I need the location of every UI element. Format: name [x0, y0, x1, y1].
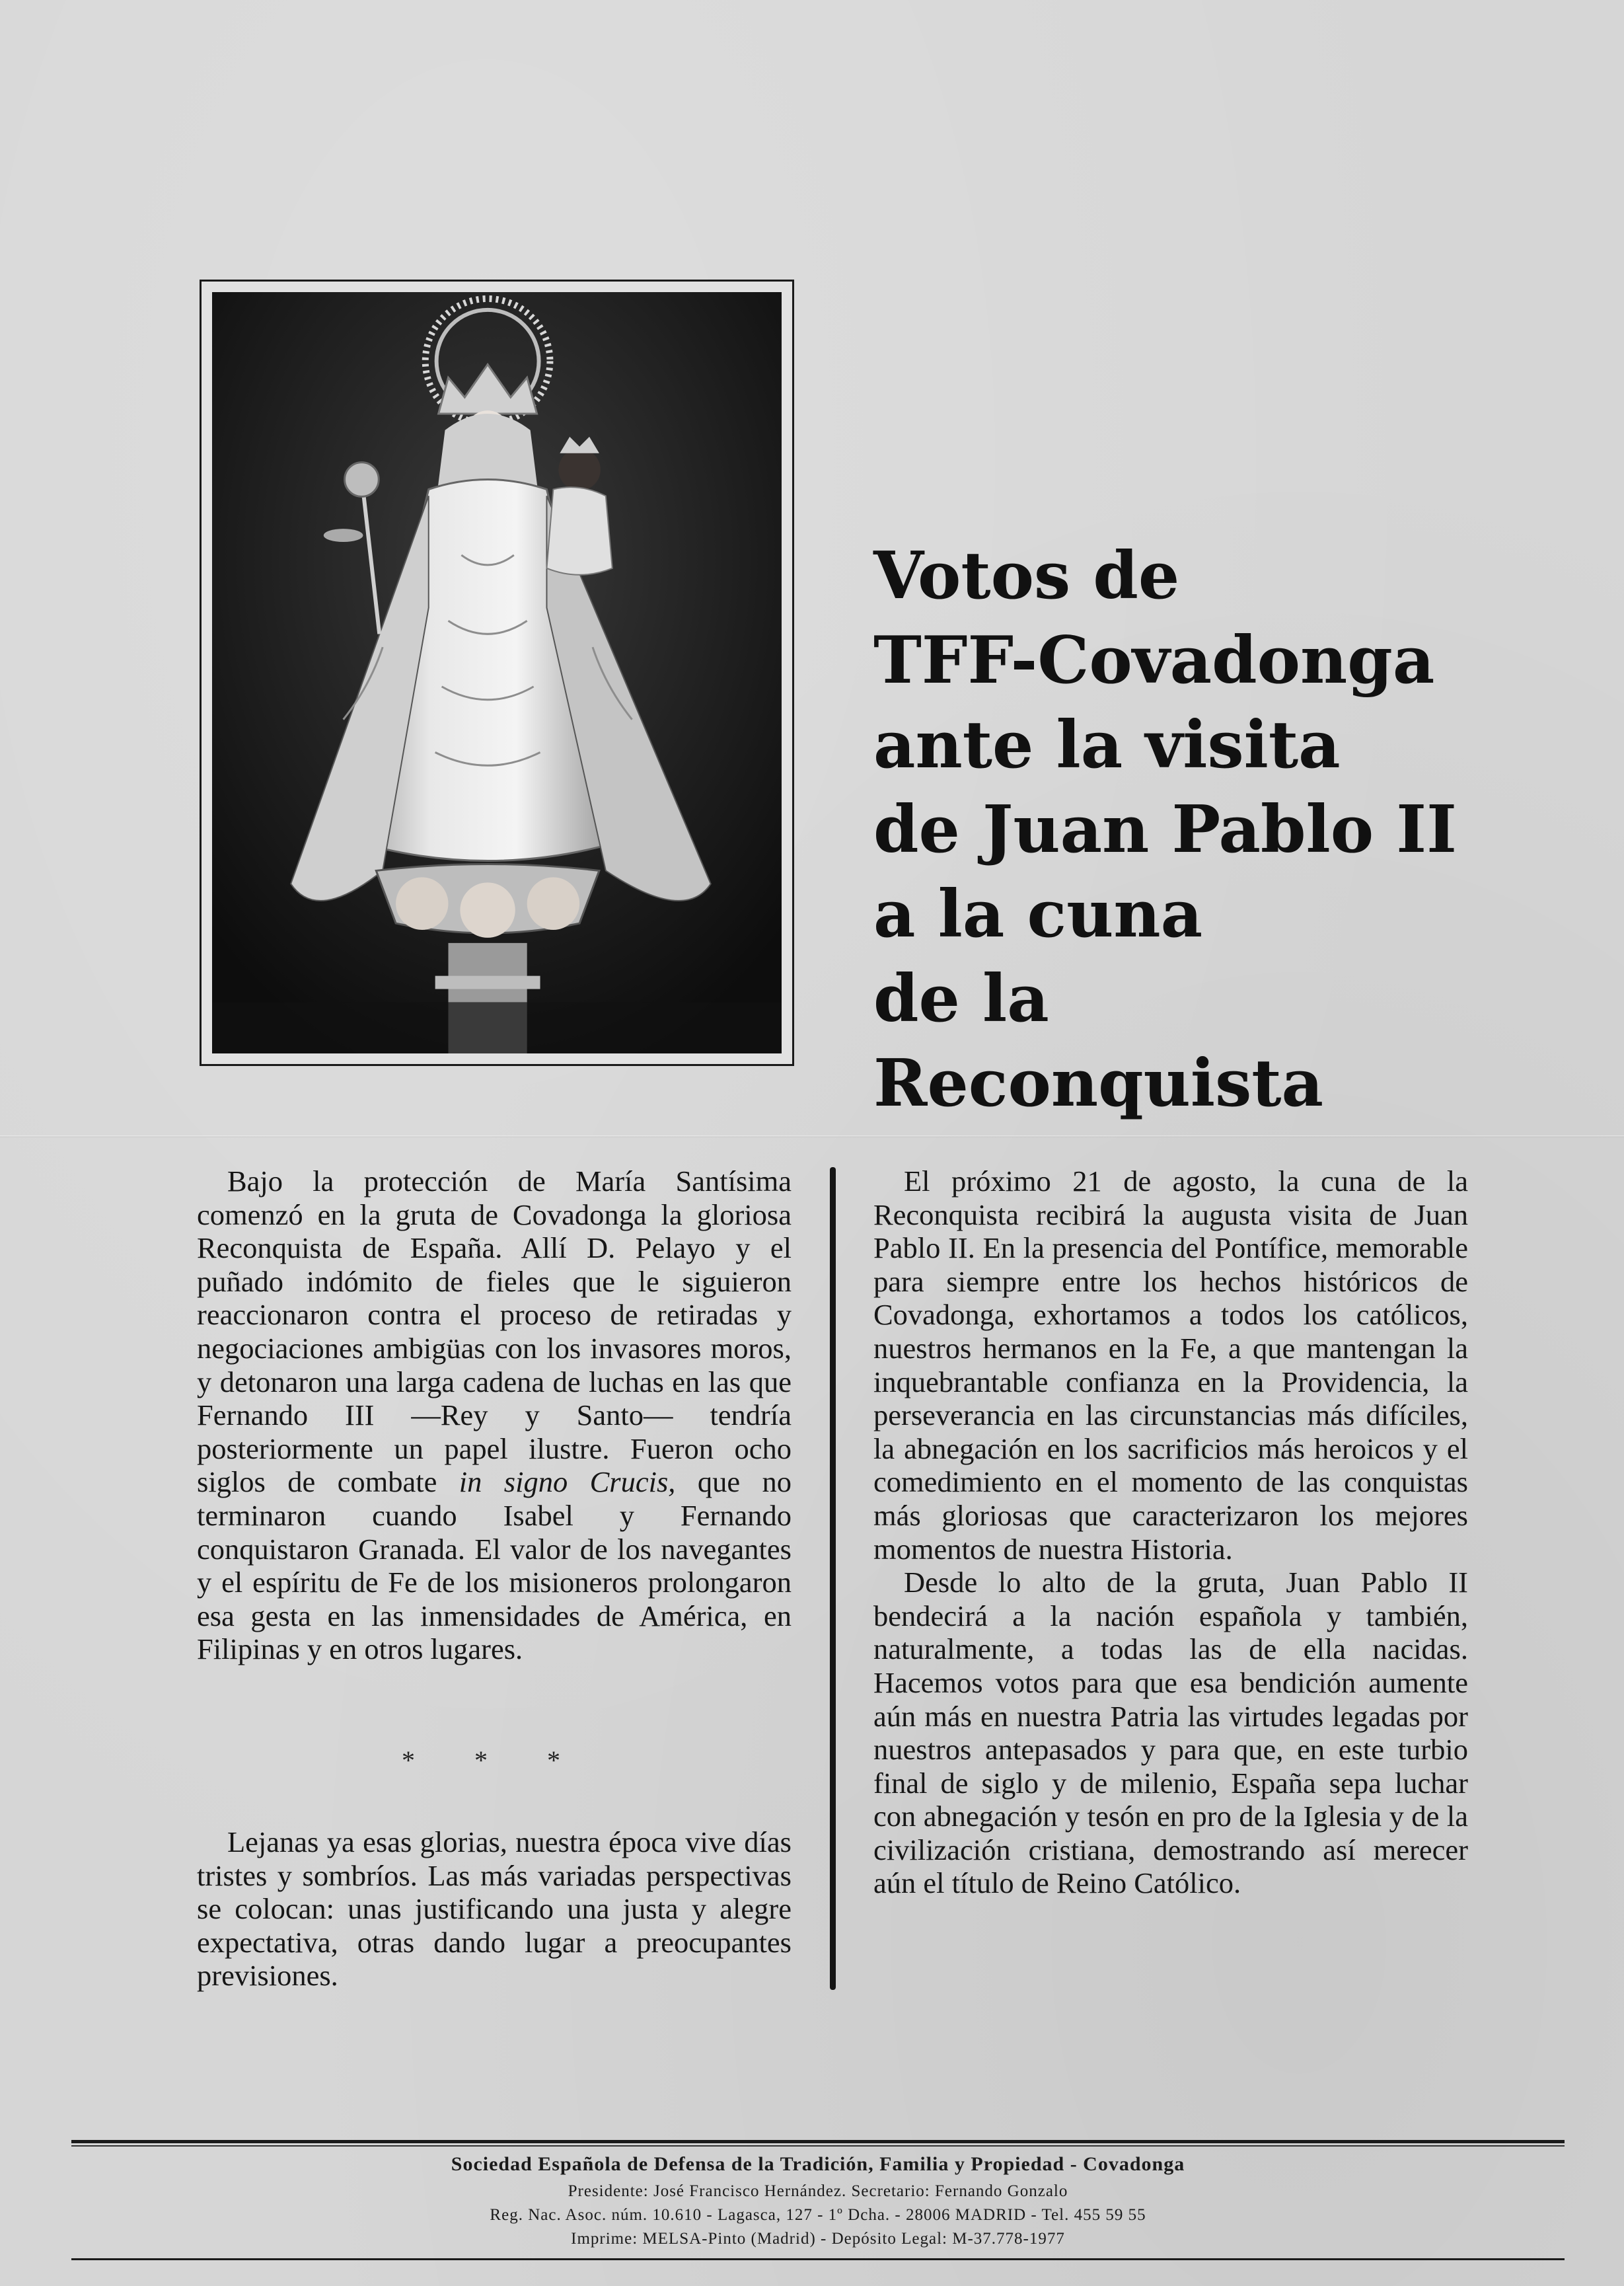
column-divider [830, 1167, 836, 1990]
footer-printer: Imprime: MELSA-Pinto (Madrid) - Depósito Legal: M-37.778-1977 [571, 2230, 1065, 2248]
footer-officers: Presidente: José Francisco Hernández. Secretario: Fernando Gonzalo [568, 2182, 1068, 2200]
title-line: de Juan Pablo II [873, 792, 1457, 868]
title-line: ante la visita [873, 707, 1341, 783]
footer-rule-top [71, 2140, 1565, 2143]
italic-latin-phrase: in signo Crucis, [459, 1465, 676, 1499]
footer [71, 2149, 1565, 2251]
footer-registration: Reg. Nac. Asoc. núm. 10.610 - Lagasca, 127 - 1º Dcha. - 28006 MADRID - Tel. 455 59 55 [490, 2206, 1146, 2224]
title-line: Reconquista [873, 1046, 1324, 1122]
right-paragraph-2: Desde lo alto de la gruta, Juan Pablo II bendecirá a la nación española y también, naturalmente, a todas las de ella nacidas. Hacemos votos para que esa bendición aumente aún más en nuestra Patria las virtudes legadas por nuestros antepasados y para que, en este turbio final de siglo y de milenio, España sepa luchar con abnegación y tesón en pro de la Iglesia y de la civilización cristiana, demostrando así merecer aún el título de Reino Católico. [873, 1566, 1468, 1900]
title-line: de la [873, 961, 1049, 1037]
statue-photo [212, 292, 782, 1053]
left-paragraph-2: Lejanas ya esas glorias, nuestra época vive días tristes y sombríos. Las más variadas perspectivas se colocan: unas justificando una justa y alegre expectativa, otras dando lugar a preocupantes previsiones. [197, 1825, 792, 1993]
title-line: TFF-Covadonga [873, 623, 1435, 699]
footer-organization: Sociedad Española de Defensa de la Tradición, Familia y Propiedad - Covadonga [451, 2153, 1185, 2175]
left-column [197, 1164, 792, 1666]
paragraph-text: que no terminaron cuando Isabel y Fernando conquistaron Granada. El valor de los navegantes y el espíritu de Fe de los misioneros prolongaron esa gesta en las inmensidades de América, en Filipinas y en otros lugares. [197, 1465, 792, 1666]
left-paragraph-1 [197, 1164, 792, 1666]
right-column [873, 1164, 1468, 1900]
title-line: Votos de [873, 538, 1180, 614]
paragraph-text: Bajo la protección de María Santísima comenzó en la gruta de Covadonga la gloriosa Reconquista de España. Allí D. Pelayo y el puñado indómito de fieles que le siguieron reaccionaron contra el proceso de retiradas y negociaciones ambigüas con los invasores moros, y detonaron una larga cadena de luchas en las que Fernando III —Rey y Santo— tendría posteriormente un papel ilustre. Fueron ocho siglos de combate [197, 1164, 792, 1499]
section-separator: * * * [402, 1745, 587, 1775]
virgin-statue-icon [212, 292, 782, 1053]
paper-fold-line [0, 1135, 1624, 1137]
right-paragraph-1: El próximo 21 de agosto, la cuna de la Reconquista recibirá la augusta visita de Juan Pablo II. En la presencia del Pontífice, memorable para siempre entre los hechos históricos de Covadonga, exhortamos a todos los católicos, nuestros hermanos en la Fe, a que mantengan la inquebrantable confianza en la Providencia, la perseverancia en las circunstancias más difíciles, la abnegación en los sacrificios más heroicos y el comedimiento en el momento de las conquistas más gloriosas que caracterizaron los mejores momentos de nuestra Historia. [873, 1164, 1468, 1566]
headline-title [873, 534, 1587, 1126]
footer-rule-bottom [71, 2258, 1565, 2260]
left-column-lower [197, 1825, 792, 1993]
title-line: a la cuna [873, 876, 1203, 952]
footer-rule-top-thin [71, 2145, 1565, 2147]
statue-photo-frame [200, 280, 794, 1066]
